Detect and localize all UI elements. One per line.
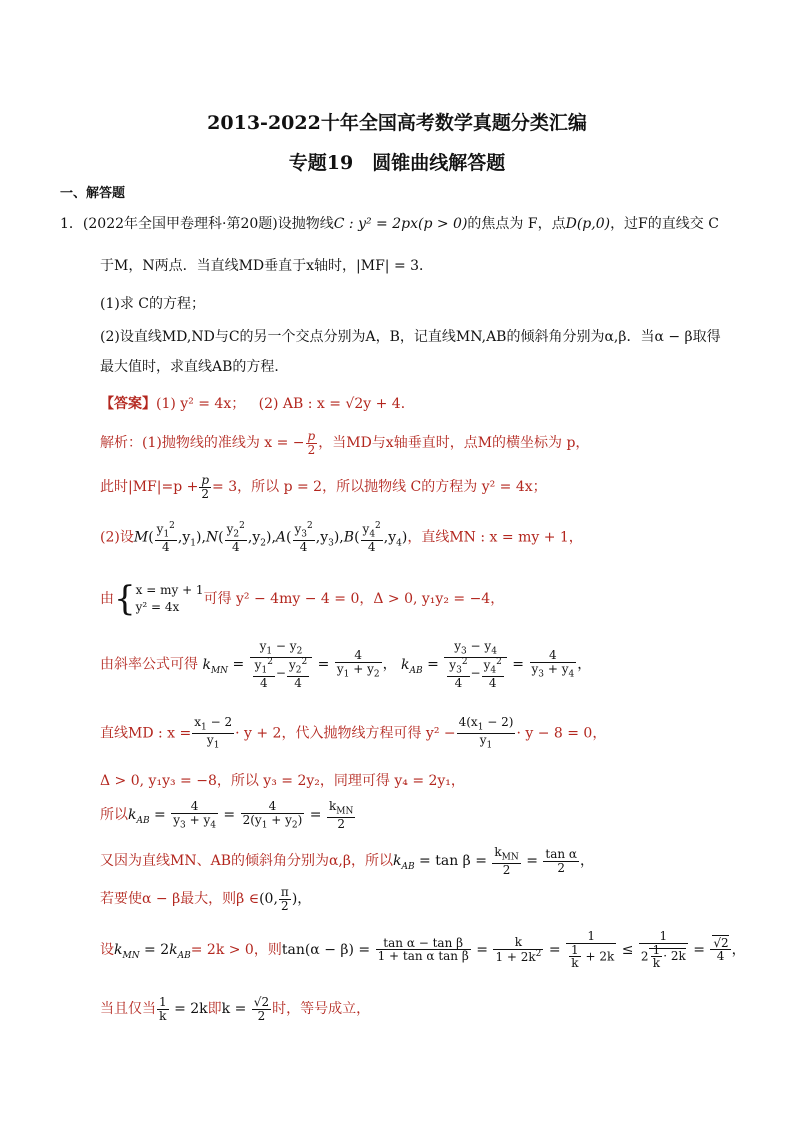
solution-text: ，当MD与x轴垂直时，点M的横坐标为 p， xyxy=(318,435,590,452)
page-subtitle: 专题19 圆锥曲线解答题 xyxy=(288,152,506,174)
solution-line-5: 由斜率公式可得 $k_{MN}$ = $y_1 - y_2$ $\frac{y_1^2}{4}$ − $\frac{y_2^2}{4}$ = $\frac{4}{y_1 + y_2}$ ， $k_{AB}$ = $y_3 - y_4$ $\frac{y_3^2}{4}$ − $\frac{y_4^2}{4}$ = $\frac{4}{y_3 + y_4}$ ， xyxy=(100,639,592,690)
problem-number: 1． xyxy=(60,216,83,232)
solution-text: = 3，所以 p = 2，所以抛物线 C的方程为 y² = 4x； xyxy=(212,479,547,496)
solution-text: 若要使α − β最大，则β ∈ xyxy=(100,891,260,908)
answer-2: (2) AB : x = √2y + 4． xyxy=(258,396,415,412)
solution-text: (2)设 xyxy=(100,529,134,546)
solution-text: 又因为直线MN、AB的倾斜角分别为α,β，所以 xyxy=(100,853,393,870)
system-eq-1: x = my + 1 xyxy=(135,583,204,598)
section-heading: 一、解答题 xyxy=(60,186,126,201)
fraction: $\frac{p}{2}$ xyxy=(307,429,316,457)
answer-line xyxy=(100,393,415,413)
solution-line-9: 又因为直线MN、AB的倾斜角分别为α,β，所以$k_{AB} = \tan \beta$ = $\frac{k_{MN}}{2}$ = $\frac{\text{tan α}}{2}$ ， xyxy=(100,845,595,877)
answer-1: (1) y² = 4x； xyxy=(156,396,246,412)
solution-line-7: Δ > 0, y₁y₃ = −8，所以 y₃ = 2y₂，同理可得 y₄ = 2y₁， xyxy=(100,773,465,789)
problem-line-1 xyxy=(60,213,719,233)
solution-text: 此时|MF|=p + xyxy=(100,479,199,496)
fraction: $\frac{p}{2}$ xyxy=(201,473,210,501)
solution-line-6: 直线MD : x = $\frac{x_1 - 2}{y_1}$ · y + 2，代入抛物线方程可得 y² − $\frac{4(x_1 - 2)}{y_1}$ · y − 8 = 0， xyxy=(100,715,607,751)
solution-text: 解析：(1)抛物线的准线为 x = − xyxy=(100,435,305,452)
solution-text: 直线MD : x = xyxy=(100,725,192,742)
curve-equation: C : y² = 2px(p > 0) xyxy=(333,216,468,232)
solution-text: · y + 2，代入抛物线方程可得 y² − xyxy=(235,725,456,742)
solution-text: 时，等号成立， xyxy=(272,1001,371,1018)
solution-line-3: (2)设M( $\frac{y_1^2}{4}$ $,y_1),N$( $\frac{y_2^2}{4}$ $,y_2),A$( $\frac{y_3^2}{4}$ $,y_3),B$( $\frac{y_4^2}{4}$ $,y_4$)，直线MN : x = my + 1， xyxy=(100,521,583,554)
solution-line-11: 设$k_{MN} = 2k_{AB}= 2k > 0$，则tan(α − β) = $\frac{\text{tan α − tan β}}{\text{1 + tan α tan β}}$ = $\frac{k}{1 + 2k^2}$ = 1 $\frac{1}{k}$ + 2k ≤ 1 2 $\frac{1}{k}$ · 2k = $\frac{√2}{4}$ ， xyxy=(100,929,746,971)
solution-line-8: 所以$k_{AB}$ = $\frac{4}{y_3 + y_4}$ = $\frac{4}{2(y_1 + y_2)}$ = $\frac{k_{MN}}{2}$ xyxy=(100,799,354,831)
problem-part-1: (1)求 C的方程； xyxy=(100,296,205,312)
solution-text: = 2k > 0，则 xyxy=(190,941,282,958)
solution-line-12: 当且仅当 $\frac{1}{k}$ = 2k即k = $\frac{√2}{2}$ 时，等号成立， xyxy=(100,995,371,1023)
problem-text: 的焦点为 F，点 xyxy=(467,216,566,232)
answer-tag: 【答案】 xyxy=(100,396,156,412)
solution-text: 设 xyxy=(100,941,114,958)
solution-text: 由 xyxy=(100,591,114,607)
solution-line-10: 若要使α − β最大，则β ∈(0, $\frac{\pi}{2}$ )， xyxy=(100,885,312,913)
problem-part-2-cont: 最大值时，求直线AB的方程． xyxy=(100,359,289,375)
page-title: 2013-2022十年全国高考数学真题分类汇编 xyxy=(207,112,587,134)
solution-text: 由斜率公式可得 xyxy=(100,656,198,673)
problem-source: (2022年全国甲卷理科·第20题) xyxy=(82,216,278,232)
problem-text: 设抛物线 xyxy=(277,216,334,232)
solution-text: 当且仅当 xyxy=(100,1001,156,1018)
problem-part-2: (2)设直线MD,ND与C的另一个交点分别为A，B，记直线MN,AB的倾斜角分别为α,β．当α − β取得 xyxy=(100,329,721,345)
system-eq-2: y² = 4x xyxy=(135,600,180,614)
point-d: D(p,0) xyxy=(565,216,611,232)
solution-line-2 xyxy=(100,474,547,500)
problem-text: ，过F的直线交 C xyxy=(610,216,719,232)
solution-line-1 xyxy=(100,430,589,456)
solution-text: 所以 xyxy=(100,807,128,824)
solution-text: 可得 y² − 4my − 4 = 0，Δ > 0, y₁y₂ = −4， xyxy=(203,591,505,607)
solution-line-4: 由{ x = my + 1 y² = 4x 可得 y² − 4my − 4 = 0，Δ > 0, y₁y₂ = −4， xyxy=(100,579,505,619)
solution-text: 即 xyxy=(207,1001,222,1018)
problem-line-2: 于M，N两点．当直线MD垂直于x轴时，|MF| = 3． xyxy=(100,258,434,274)
solution-text: ，直线MN : x = my + 1， xyxy=(407,529,583,546)
solution-text: · y − 8 = 0， xyxy=(516,725,607,742)
